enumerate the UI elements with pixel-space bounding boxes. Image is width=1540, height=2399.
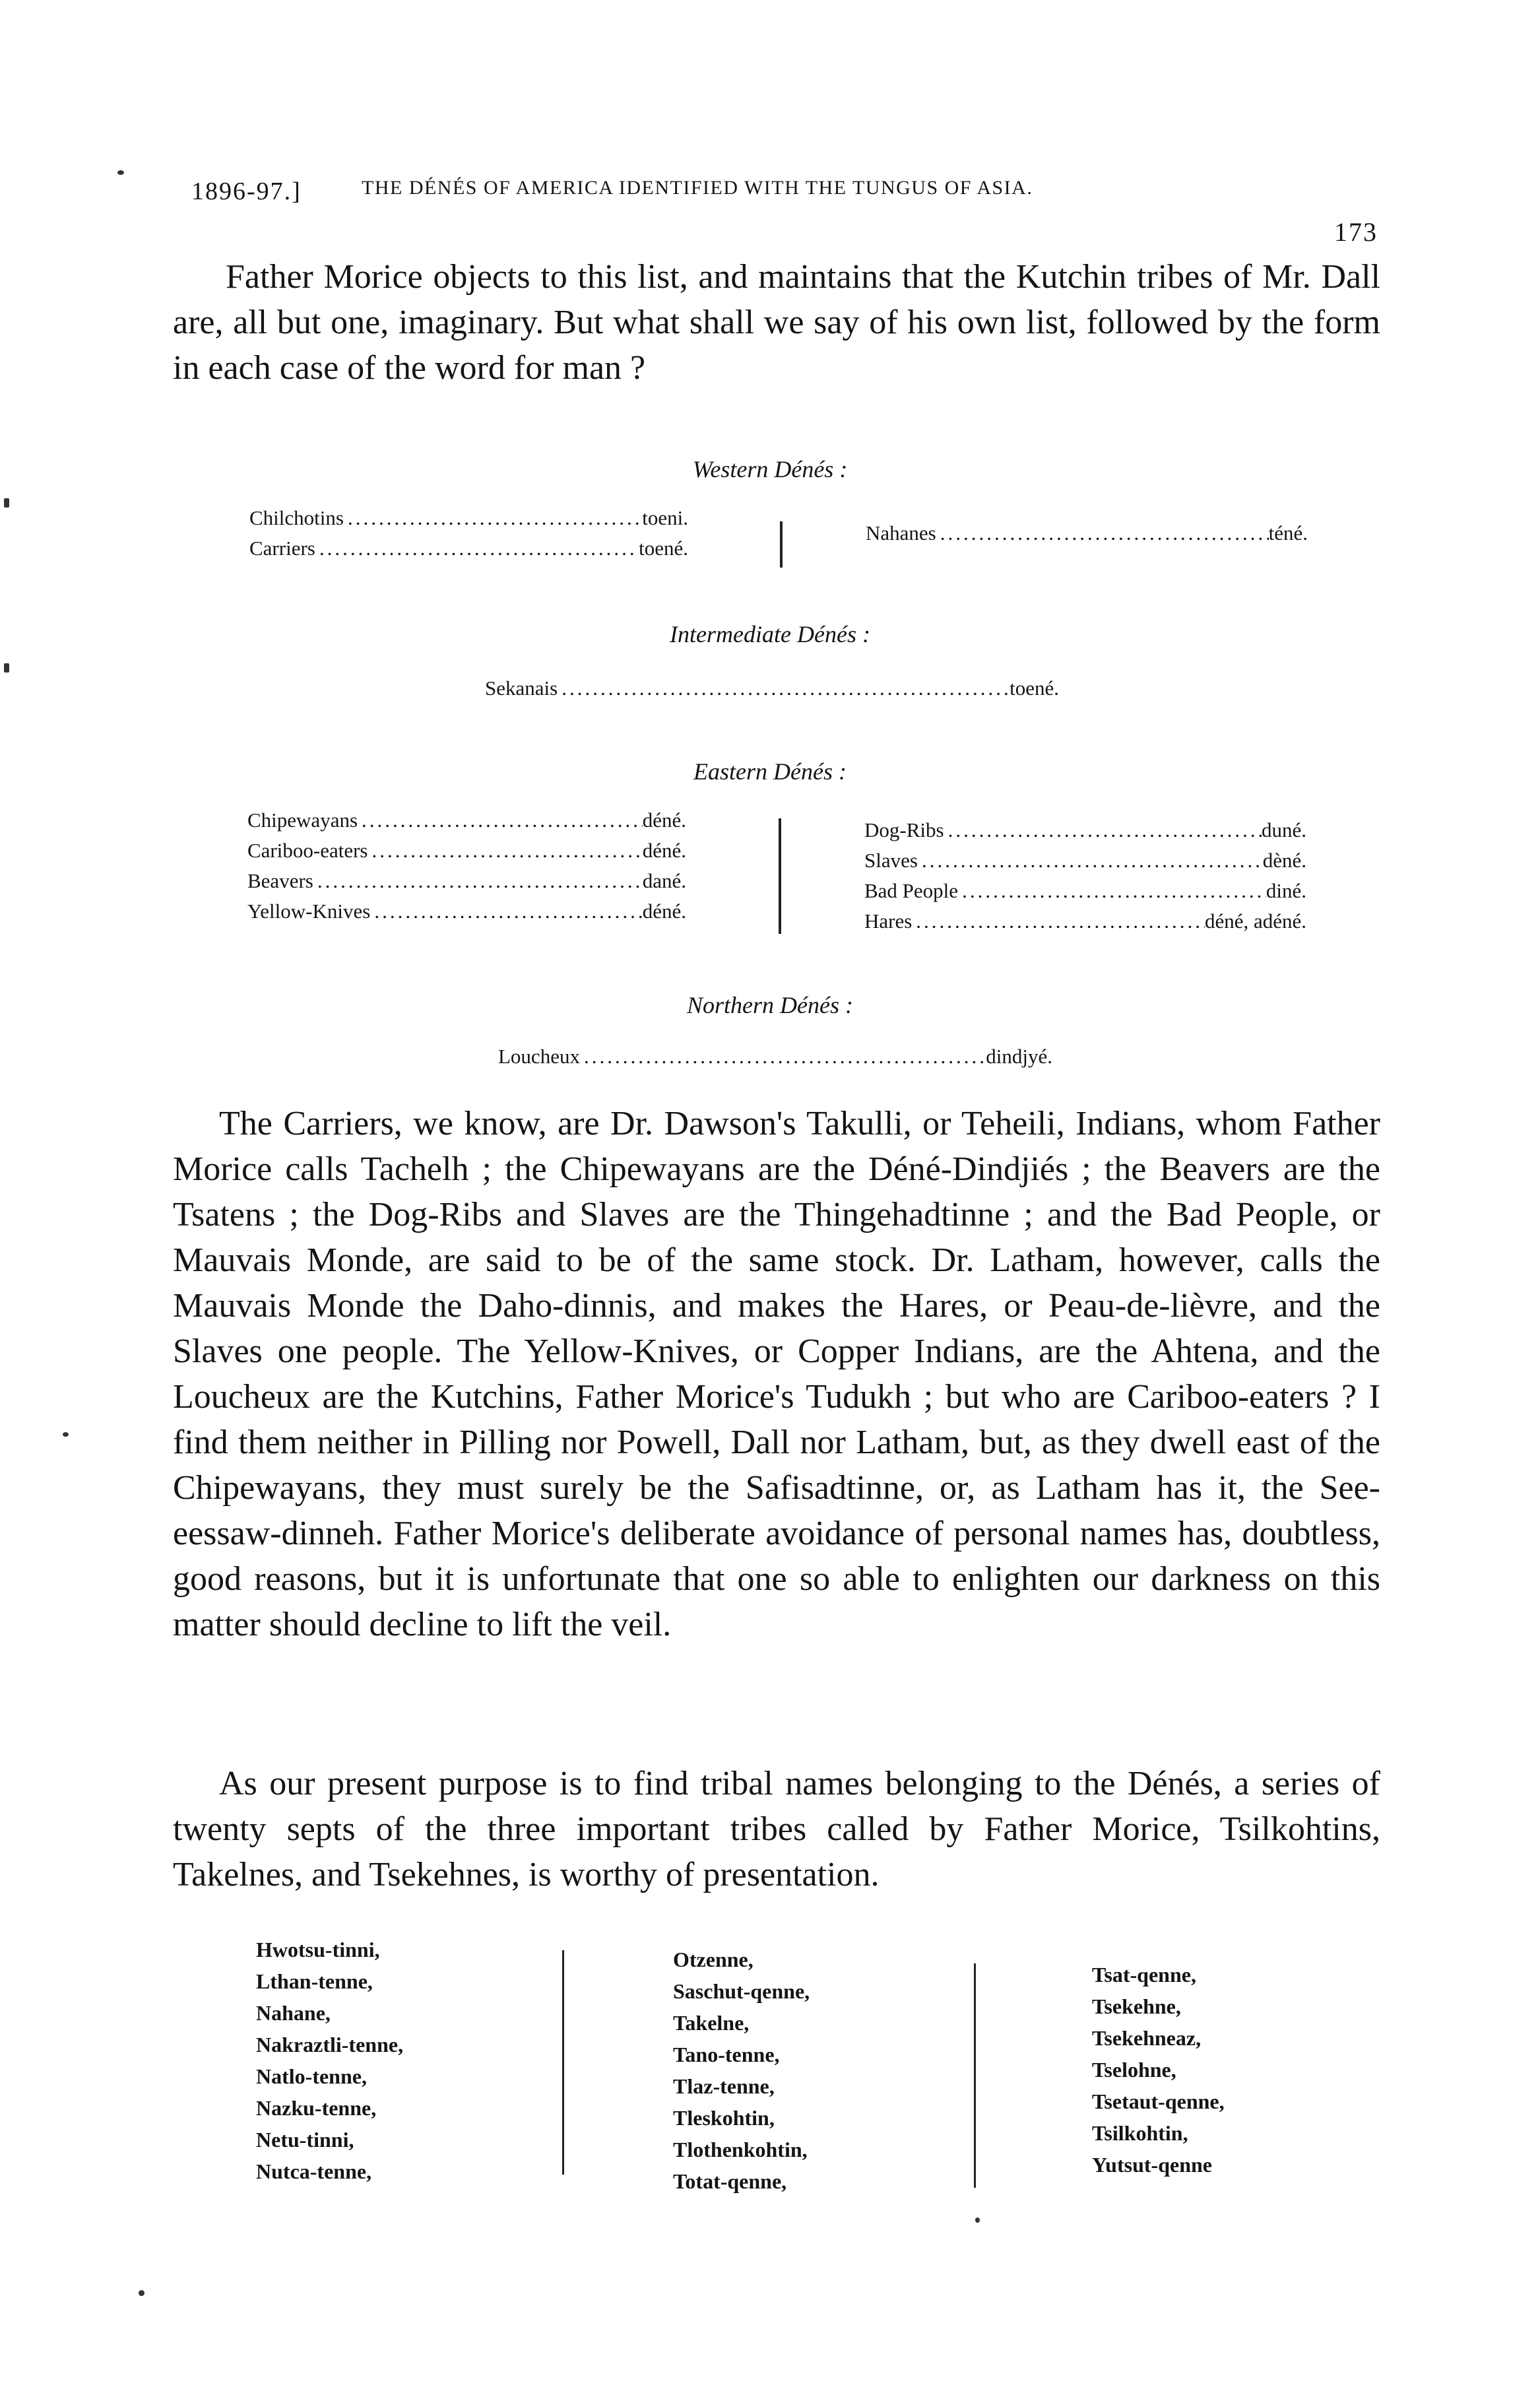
scan-speck: [139, 2290, 144, 2296]
sept-name: Tlaz-tenne,: [673, 2074, 775, 2098]
leader-dots: [344, 503, 642, 533]
word-for-man: dané.: [642, 869, 686, 892]
leader-dots: [313, 866, 643, 896]
northern-list: [498, 1041, 1052, 1072]
leader-dots: [368, 836, 642, 866]
sept-name: Tsekehneaz,: [1092, 2026, 1202, 2050]
sept-name: Totat-qenne,: [673, 2169, 787, 2193]
body-paragraph: The Carriers, we know, are Dr. Dawson's Takulli, or Teheili, Indians, whom Father Morice calls Tachelh ; the Chipewayans are the Déné-Dindjiés ; the Beavers are the Tsatens ; the Dog-Ribs and Slaves are the Thingehadtinne ; and the Bad People, or Mauvais Monde, are said to be of the same stock. Dr. Latham, however, calls the Mauvais Monde the Daho-dinnis, and makes the Hares, or Peau-de-lièvre, and the Slaves one people. The Yellow-Knives, or Copper Indians, are the Ahtena, and the Loucheux are the Kutchins, Father Morice's Tudukh ; but who are Cariboo-eaters ? I find them neither in Pilling nor Powell, Dall nor Latham, but, as they dwell east of the Chipewayans, they must surely be the Safisadtinne, or, as Latham has it, the See-eessaw-dinneh. Father Morice's deliberate avoidance of personal names has, doubtless, good reasons, but it is unfortunate that one so able to enlighten our darkness on this matter should decline to lift the veil.: [173, 1105, 1380, 1643]
sept-name: Tlothenkohtin,: [673, 2138, 808, 2161]
sept-name: Nazku-tenne,: [256, 2096, 377, 2120]
scan-speck: [4, 663, 9, 673]
tribe-name: Yellow-Knives: [247, 900, 371, 923]
tribe-name: Cariboo-eaters: [247, 839, 368, 862]
list-item: [498, 1041, 1052, 1072]
word-for-man: déné, adéné.: [1204, 909, 1306, 933]
list-item: [249, 533, 688, 564]
eastern-right-list: [864, 815, 1306, 937]
list-item: [247, 896, 686, 927]
leader-dots: [918, 845, 1263, 876]
list-item: [247, 836, 686, 866]
scan-speck: [4, 498, 9, 508]
scan-speck: [117, 170, 124, 175]
list-item: [247, 866, 686, 896]
leader-dots: [558, 673, 1010, 704]
western-left-list: [249, 503, 688, 564]
leader-dots: [580, 1041, 986, 1072]
septs-column-2: [673, 1944, 810, 2197]
western-heading: Western Dénés :: [692, 456, 848, 482]
intermediate-heading: Intermediate Dénés :: [670, 621, 870, 647]
header-title: THE DÉNÉS OF AMERICA IDENTIFIED WITH THE TUNGUS OF ASIA.: [362, 177, 1033, 199]
sept-name: Netu-tinni,: [256, 2128, 354, 2152]
sept-name: Tsetaut-qenne,: [1092, 2089, 1225, 2113]
tribe-name: Dog-Ribs: [864, 818, 944, 841]
list-item: [249, 503, 688, 533]
column-divider: [779, 818, 781, 934]
list-item: [866, 518, 1308, 548]
tribe-name: Sekanais: [485, 676, 558, 700]
word-for-man: téné.: [1268, 521, 1308, 544]
eastern-left-list: [247, 805, 686, 927]
leader-dots: [370, 896, 642, 927]
word-for-man: dindjyé.: [986, 1045, 1052, 1068]
scan-speck: [63, 1432, 69, 1437]
sept-name: Lthan-tenne,: [256, 1969, 373, 1993]
page-number: 173: [1334, 217, 1378, 247]
sept-name: Tselohne,: [1092, 2058, 1176, 2082]
sept-name: Yutsut-qenne: [1092, 2153, 1212, 2177]
tribe-name: Loucheux: [498, 1045, 580, 1068]
western-right-list: [866, 518, 1308, 548]
word-for-man: toené.: [639, 537, 688, 560]
intermediate-list: [485, 673, 1059, 704]
tribe-name: Hares: [864, 909, 913, 933]
presentation-paragraph: As our present purpose is to find tribal names belonging to the Dénés, a series of twenty septs of the three important tribes called by Father Morice, Tsilkohtins, Takelnes, and Tsekehnes, is worthy of presentation.: [173, 1765, 1380, 1893]
leader-dots: [358, 805, 643, 836]
word-for-man: déné.: [642, 808, 686, 832]
word-for-man: toeni.: [642, 506, 688, 529]
tribe-name: Beavers: [247, 869, 313, 892]
sept-name: Saschut-qenne,: [673, 1979, 810, 2003]
header-date: 1896-97.]: [191, 178, 302, 205]
list-item: [485, 673, 1059, 704]
column-divider: [974, 1963, 976, 2188]
tribe-name: Carriers: [249, 537, 315, 560]
sept-name: Nahane,: [256, 2001, 331, 2025]
sept-name: Tleskohtin,: [673, 2106, 775, 2130]
column-divider: [780, 521, 783, 568]
list-item: [864, 845, 1306, 876]
word-for-man: déné.: [642, 900, 686, 923]
septs-column-1: [256, 1934, 403, 2187]
list-item: [864, 876, 1306, 906]
northern-heading: Northern Dénés :: [687, 992, 853, 1018]
leader-dots: [958, 876, 1266, 906]
sept-name: Takelne,: [673, 2011, 750, 2035]
word-for-man: déné.: [642, 839, 686, 862]
tribe-name: Bad People: [864, 879, 959, 902]
leader-dots: [912, 906, 1205, 937]
list-item: [864, 815, 1306, 845]
tribe-name: Chipewayans: [247, 808, 358, 832]
leader-dots: [944, 815, 1262, 845]
word-for-man: diné.: [1266, 879, 1306, 902]
list-item: [864, 906, 1306, 937]
intro-paragraph: Father Morice objects to this list, and maintains that the Kutchin tribes of Mr. Dall are, all but one, imaginary. But what shall we say of his own list, followed by the form in each case of the word for man ?: [173, 258, 1380, 387]
eastern-heading: Eastern Dénés :: [693, 758, 847, 785]
scan-speck: [975, 2218, 980, 2223]
column-divider: [562, 1950, 564, 2175]
leader-dots: [936, 518, 1269, 548]
sept-name: Tsilkohtin,: [1092, 2121, 1188, 2145]
sept-name: Nutca-tenne,: [256, 2159, 372, 2183]
sept-name: Nakraztli-tenne,: [256, 2033, 404, 2056]
tribe-name: Chilchotins: [249, 506, 344, 529]
sept-name: Natlo-tenne,: [256, 2064, 367, 2088]
sept-name: Tsekehne,: [1092, 1994, 1181, 2018]
sept-name: Otzenne,: [673, 1948, 754, 1971]
tribe-name: Slaves: [864, 849, 918, 872]
list-item: [247, 805, 686, 836]
sept-name: Tano-tenne,: [673, 2043, 780, 2066]
tribe-name: Nahanes: [866, 521, 936, 544]
leader-dots: [315, 533, 639, 564]
word-for-man: duné.: [1261, 818, 1306, 841]
sept-name: Hwotsu-tinni,: [256, 1938, 380, 1961]
word-for-man: dèné.: [1262, 849, 1306, 872]
sept-name: Tsat-qenne,: [1092, 1963, 1196, 1987]
septs-column-3: [1092, 1959, 1225, 2181]
word-for-man: toené.: [1010, 676, 1059, 700]
